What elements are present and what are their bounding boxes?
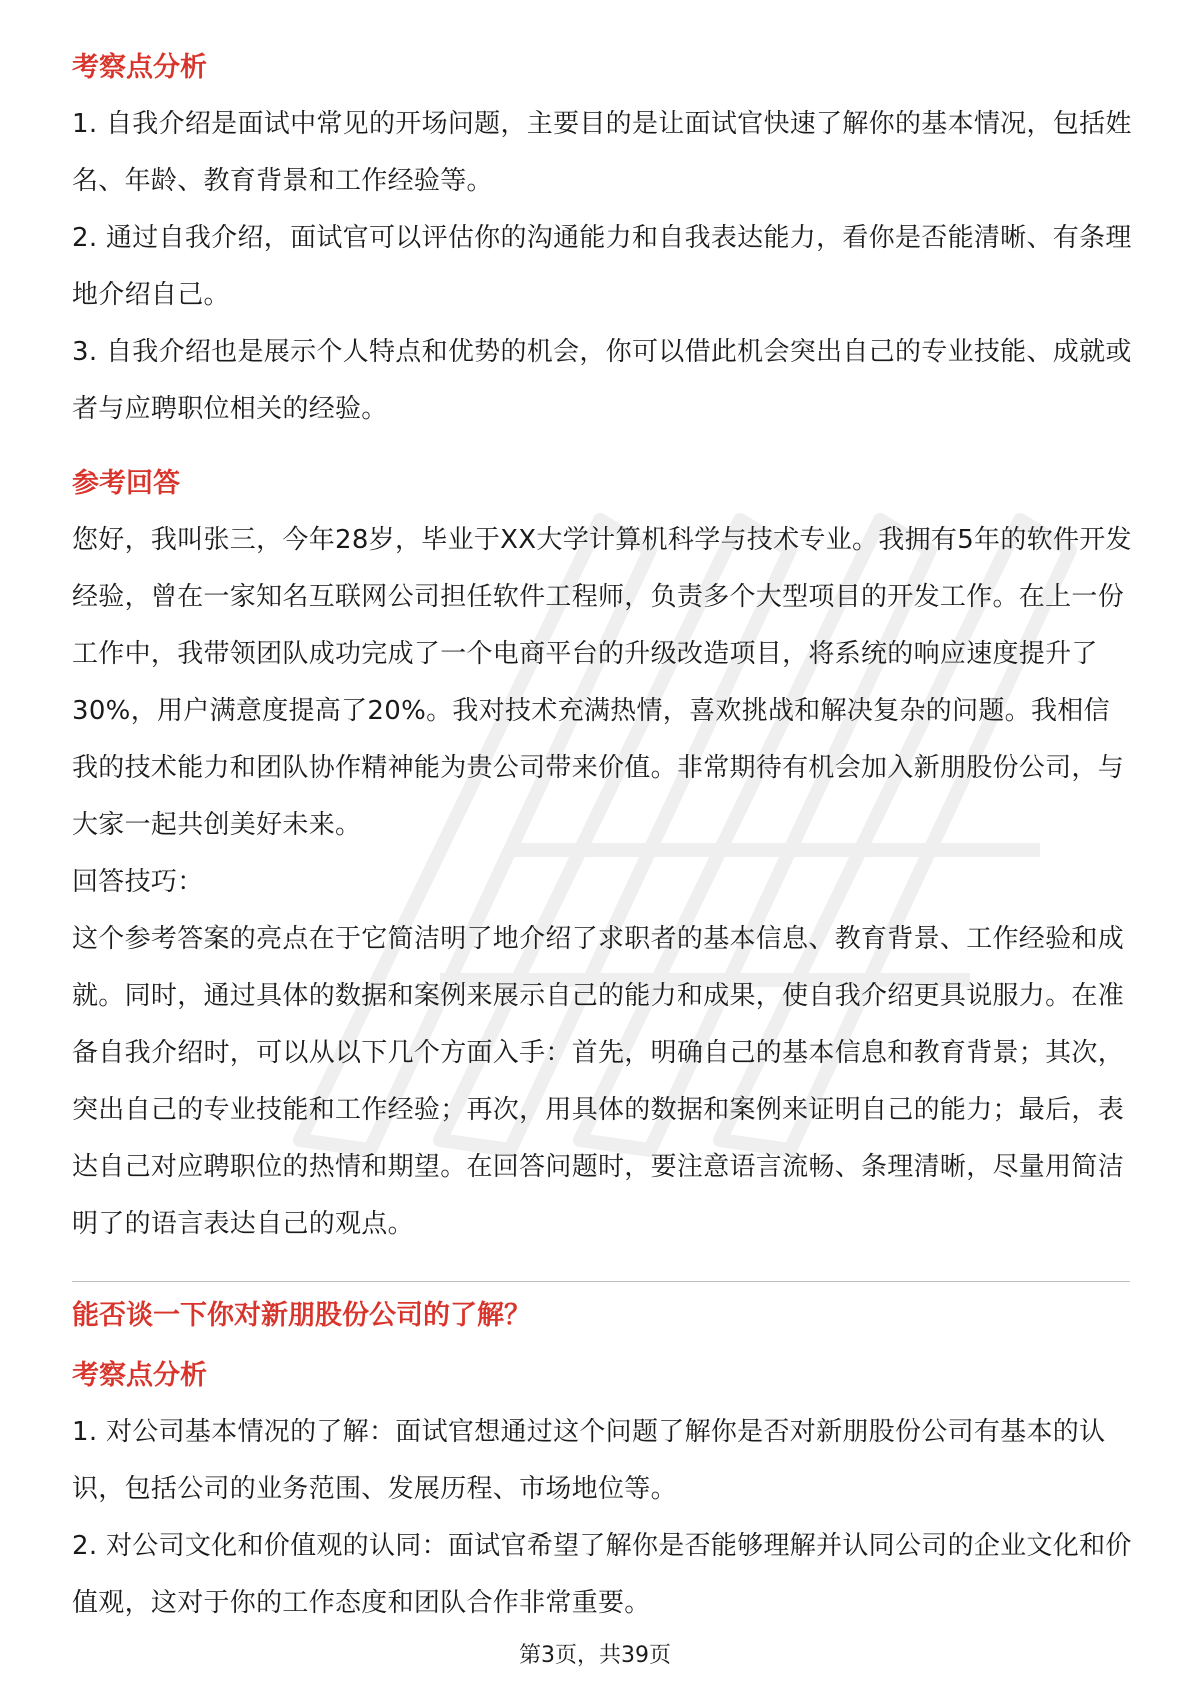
question-title: 能否谈一下你对新朋股份公司的了解？ (72, 1300, 531, 1331)
section-analysis (72, 48, 1132, 438)
analysis-item: 1. 自我介绍是面试中常见的开场问题，主要目的是让面试官快速了解你的基本情况，包括姓名、年龄、教育背景和工作经验等。 (72, 109, 1132, 196)
page-content (72, 48, 1132, 1632)
reference-answer-text: 您好，我叫张三，今年28岁，毕业于XX大学计算机科学与技术专业。我拥有5年的软件开发经验，曾在一家知名互联网公司担任软件工程师，负责多个大型项目的开发工作。在上一份工作中，我带领团队成功完成了一个电商平台的升级改造项目，将系统的响应速度提升了30%，用户满意度提高了20%。我对技术充满热情，喜欢挑战和解决复杂的问题。我相信我的技术能力和团队协作精神能为贵公司带来价值。非常期待有机会加入新朋股份公司，与大家一起共创美好未来。 (72, 525, 1132, 840)
section-heading: 参考回答 (72, 468, 180, 499)
analysis-item: 2. 通过自我介绍，面试官可以评估你的沟通能力和自我表达能力，看你是否能清晰、有条理地介绍自己。 (72, 223, 1132, 310)
tips-text: 这个参考答案的亮点在于它简洁明了地介绍了求职者的基本信息、教育背景、工作经验和成就。同时，通过具体的数据和案例来展示自己的能力和成果，使自我介绍更具说服力。在准备自我介绍时，可以从以下几个方面入手：首先，明确自己的基本信息和教育背景；其次，突出自己的专业技能和工作经验；再次，用具体的数据和案例来证明自己的能力；最后，表达自己对应聘职位的热情和期望。在回答问题时，要注意语言流畅、条理清晰，尽量用简洁明了的语言表达自己的观点。 (72, 924, 1125, 1239)
analysis-item: 1. 对公司基本情况的了解：面试官想通过这个问题了解你是否对新朋股份公司有基本的认识，包括公司的业务范围、发展历程、市场地位等。 (72, 1417, 1106, 1504)
section-heading: 考察点分析 (72, 52, 207, 83)
analysis-item: 3. 自我介绍也是展示个人特点和优势的机会，你可以借此机会突出自己的专业技能、成就或者与应聘职位相关的经验。 (72, 337, 1132, 424)
analysis-item: 2. 对公司文化和价值观的认同：面试官希望了解你是否能够理解并认同公司的企业文化和价值观，这对于你的工作态度和团队合作非常重要。 (72, 1531, 1132, 1618)
section-heading: 考察点分析 (72, 1360, 207, 1391)
tips-label: 回答技巧： (72, 867, 204, 897)
page-number: 第3页，共39页 (519, 1643, 671, 1668)
section-reference-answer (72, 464, 1132, 1253)
section-divider (72, 1281, 1130, 1282)
question-block (72, 1292, 1132, 1632)
